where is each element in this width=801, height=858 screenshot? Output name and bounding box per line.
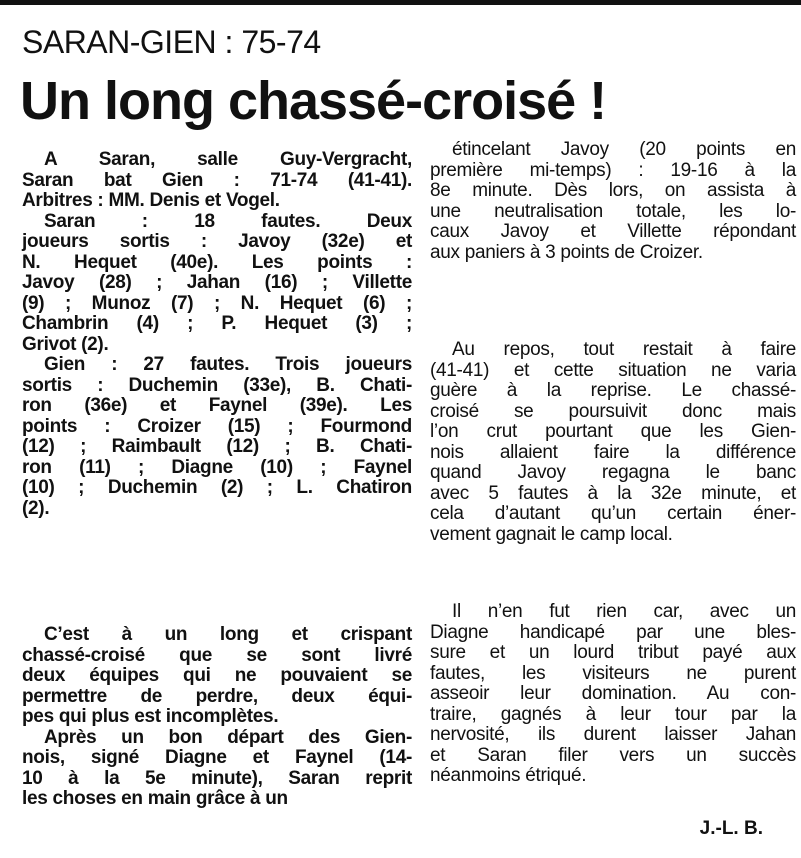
text-line: chassé-croisé que se sont livré [22, 644, 412, 666]
text-line: avec 5 fautes à la 32e minute, et [430, 482, 796, 504]
headline: Un long chassé-croisé ! [20, 71, 607, 131]
paragraph [22, 212, 412, 356]
text-line: (10) ; Duchemin (2) ; L. Chatiron [22, 477, 412, 498]
text-line: Chambrin (4) ; P. Hequet (3) ; [22, 313, 412, 334]
text-line: étincelant Javoy (20 points en [452, 139, 796, 160]
left-column-block-2 [22, 625, 412, 810]
text-line: les choses en main grâce à un [22, 788, 288, 809]
text-line: pes qui plus est incomplètes. [22, 706, 279, 727]
text-line: deux équipes qui ne pouvaient se [22, 665, 412, 686]
text-line: (2). [22, 497, 50, 519]
text-line: Javoy (28) ; Jahan (16) ; Villette [22, 272, 412, 293]
text-line: permettre de perdre, deux équi- [22, 685, 412, 707]
text-line: (12) ; Raimbault (12) ; B. Chati- [22, 436, 412, 457]
text-line: Diagne handicapé par une bles- [430, 621, 796, 643]
paragraph [22, 355, 412, 519]
text-line: caux Javoy et Villette répondant [430, 221, 796, 242]
text-line: A Saran, salle Guy-Vergracht, [44, 149, 412, 170]
text-line: fautes, les visiteurs ne purent [430, 662, 796, 684]
text-line: ron (36e) et Faynel (39e). Les [22, 395, 412, 416]
text-line: nois, signé Diagne et Faynel (14- [22, 747, 412, 768]
author-signature: J.-L. B. [699, 818, 763, 839]
text-line: ron (11) ; Diagne (10) ; Faynel [22, 456, 412, 478]
text-line: première mi-temps) : 19-16 à la [430, 159, 796, 181]
text-line: sure et un lourd tribut payé aux [430, 642, 796, 663]
text-line: Arbitres : MM. Denis et Vogel. [22, 190, 280, 211]
text-line: 8e minute. Dès lors, on assista à [430, 180, 796, 201]
paragraph [430, 340, 796, 545]
text-line: vement gagnait le camp local. [430, 523, 673, 545]
text-line: C’est à un long et crispant [44, 624, 412, 645]
text-line: (9) ; Munoz (7) ; N. Hequet (6) ; [22, 292, 412, 314]
right-column-block-3 [430, 602, 796, 787]
text-line: points : Croizer (15) ; Fourmond [22, 415, 412, 437]
match-score-kicker: SARAN-GIEN : 75-74 [22, 24, 321, 60]
paragraph [22, 728, 412, 810]
paragraph [430, 140, 796, 263]
text-line: Au repos, tout restait à faire [452, 339, 796, 360]
paragraph [430, 602, 796, 787]
text-line: nois allaient faire la différence [430, 441, 796, 463]
text-line: aux paniers à 3 points de Croizer. [430, 241, 703, 263]
text-line: traire, gagnés à leur tour par la [430, 703, 796, 725]
text-line: nervosité, ils durent laisser Jahan [430, 724, 796, 745]
left-column-block-1 [22, 150, 412, 519]
text-line: croisé se poursuivit donc mais [430, 400, 796, 422]
text-line: cela d’autant qu’un certain éner- [430, 503, 796, 524]
text-line: Après un bon départ des Gien- [44, 726, 412, 748]
paragraph [22, 625, 412, 728]
text-line: guère à la reprise. Le chassé- [430, 380, 796, 401]
text-line: néanmoins étriqué. [430, 765, 587, 786]
text-line: et Saran filer vers un succès [430, 744, 796, 766]
text-line: Saran : 18 fautes. Deux [44, 210, 412, 232]
right-column-block-2 [430, 340, 796, 545]
text-line: 10 à la 5e minute), Saran reprit [22, 767, 412, 789]
text-line: quand Javoy regagna le banc [430, 462, 796, 483]
text-line: joueurs sortis : Javoy (32e) et [22, 231, 412, 252]
paragraph [22, 150, 412, 212]
text-line: N. Hequet (40e). Les points : [22, 251, 412, 273]
right-column-block-1 [430, 140, 796, 263]
text-line: (41-41) et cette situation ne varia [430, 359, 796, 381]
text-line: sortis : Duchemin (33e), B. Chati- [22, 374, 412, 396]
text-line: Saran bat Gien : 71-74 (41-41). [22, 169, 412, 191]
text-line: Il n’en fut rien car, avec un [452, 601, 796, 622]
text-line: asseoir leur domination. Au con- [430, 683, 796, 704]
text-line: Grivot (2). [22, 333, 109, 355]
text-line: Gien : 27 fautes. Trois joueurs [44, 354, 412, 375]
text-line: l’on crut pourtant que les Gien- [430, 421, 796, 442]
top-rule [0, 0, 801, 5]
text-line: une neutralisation totale, les lo- [430, 200, 796, 222]
